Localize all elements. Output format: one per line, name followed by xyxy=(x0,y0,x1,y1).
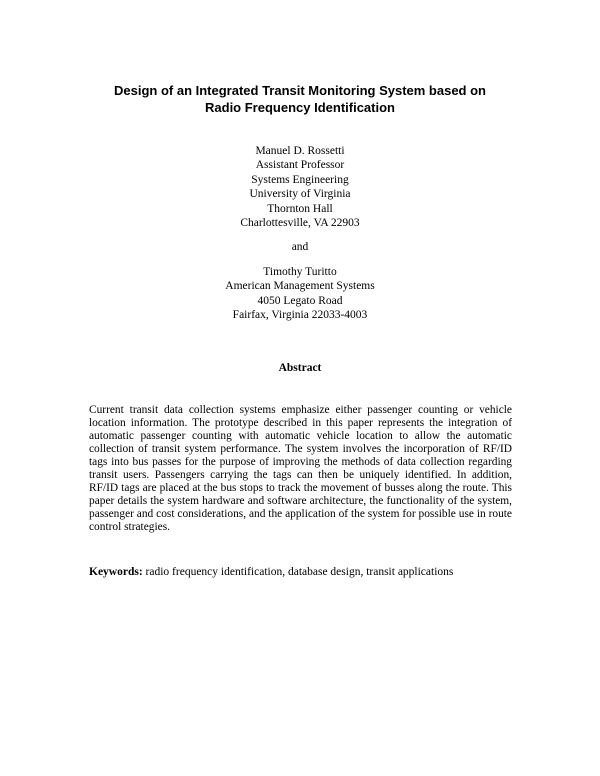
keywords-text: radio frequency identification, database design, transit applications xyxy=(145,566,454,578)
author-1-position: Assistant Professor xyxy=(255,159,345,172)
title-line-1: Design of an Integrated Transit Monitoring System based on xyxy=(114,83,486,98)
paper-title xyxy=(60,82,540,116)
author-1-name: Manuel D. Rossetti xyxy=(255,145,345,157)
author-2-affiliation xyxy=(100,265,500,323)
author-2-company: American Management Systems xyxy=(225,280,375,293)
abstract-body: Current transit data collection systems emphasize either passenger counting or vehicle location information. The prototype described in this paper represents the integration of automatic passenger counting with automatic vehicle location to allow the automatic collection of transit system performance. The system involves the incorporation of RF/ID tags into bus passes for the purpose of improving the methods of data collection regarding transit users. Passengers carrying the tags can then be uniquely identified. In addition, RF/ID tags are placed at the bus stops to track the movement of busses along the route. This paper details the system hardware and software architecture, the functionality of the system, passenger and cost considerations, and the application of the system for possible use in route control strategies. xyxy=(89,404,512,534)
author-1-affiliation xyxy=(100,144,500,230)
author-1-city: Charlottesville, VA 22903 xyxy=(240,217,360,230)
author-1-department: Systems Engineering xyxy=(251,173,349,186)
abstract-heading: Abstract xyxy=(278,362,322,374)
author-1-institution: University of Virginia xyxy=(249,188,351,201)
author-2-city: Fairfax, Virginia 22033-4003 xyxy=(232,309,368,322)
conjunction-text: and xyxy=(291,241,309,253)
author-conjunction xyxy=(100,240,500,254)
keywords-line xyxy=(89,565,519,579)
title-line-2: Radio Frequency Identification xyxy=(205,100,395,115)
author-1-building: Thornton Hall xyxy=(267,202,333,215)
author-2-name: Timothy Turitto xyxy=(263,266,337,278)
author-2-street: 4050 Legato Road xyxy=(257,294,343,307)
keywords-label: Keywords: xyxy=(89,566,143,578)
